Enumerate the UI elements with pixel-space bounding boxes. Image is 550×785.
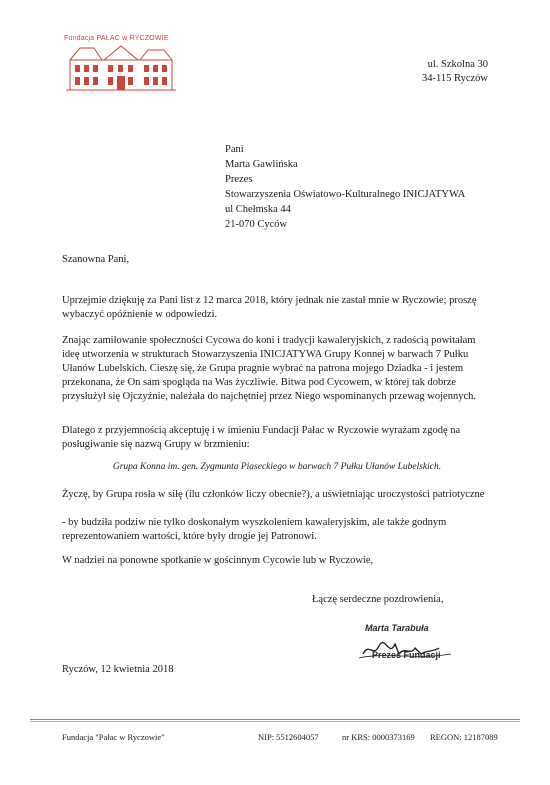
footer-divider <box>30 719 520 720</box>
paragraph-3: Dlatego z przyjemnością akceptuję i w imieniu Fundacji Pałac w Ryczowie wyrażam zgodę na posługiwanie się nazwą Grupy w brzmieniu: <box>62 425 461 450</box>
paragraph-4: Życzę, by Grupa rosła w siłę (ilu członków liczy obecnie?), a uświetniając uroczystości patriotyczne <box>62 489 485 500</box>
paragraph-5: - by budziła podziw nie tylko doskonałym wyszkoleniem kawaleryjskim, ale także godnym reprezentowaniem wartości, które były drogie jej Patronowi. <box>62 517 447 542</box>
closing: Łączę serdeczne pozdrowienia, <box>312 594 444 605</box>
signature-name: Marta Tarabuła <box>365 623 429 633</box>
recipient-street: ul Chełmska 44 <box>225 204 291 215</box>
recipient-city: 21-070 Cyców <box>225 219 288 230</box>
recipient-name: Marta Gawlińska <box>225 159 298 170</box>
sender-street: ul. Szkolna 30 <box>427 59 488 70</box>
footer-regon: REGON: 12187089 <box>430 732 498 742</box>
palace-logo <box>62 36 180 96</box>
recipient-position: Prezes <box>225 174 253 185</box>
footer-nip: NIP: 5512604057 <box>258 732 319 742</box>
footer-krs: nr KRS: 0000373169 <box>342 732 415 742</box>
paragraph-2: Znając zamiłowanie społeczności Cycowa do koni i tradycji kawaleryjskich, z radością powitałam ideę utworzenia w strukturach Stowarzyszenia INICJATYWA Grupy Konnej w barwach 7 Pułku Ułanów Lubelskich. Cieszę się, że Grupa pragnie wybrać na patrona mojego Dziadka - i jestem przekonana, że On sam spogląda na Was życzliwie. Bitwa pod Cycowem, w której tak dobrze przysłużył się Ojczyźnie, należała do najchętniej przez Niego wspominanych przewag wojennych. <box>62 335 477 402</box>
group-name: Grupa Konna im. gen. Zygmunta Piaseckiego w barwach 7 Pułku Ułanów Lubelskich. <box>112 462 442 472</box>
recipient-organization: Stowarzyszenia Oświatowo-Kulturalnego INICJATYWA <box>225 189 466 200</box>
footer-divider-secondary <box>30 721 520 722</box>
sender-address <box>422 58 488 86</box>
sender-city: 34-115 Ryczów <box>422 73 488 84</box>
paragraph-1: Uprzejmie dziękuję za Pani list z 12 marca 2018, który jednak nie zastał mnie w Ryczowie; proszę wybaczyć opóźnienie w odpowiedzi. <box>62 295 477 320</box>
footer-organization: Fundacja "Pałac w Ryczowie" <box>62 732 165 742</box>
signature-role: Prezes Fundacji <box>372 650 441 660</box>
paragraph-6: W nadziei na ponowne spotkanie w gościnnym Cycowie lub w Ryczowie, <box>62 555 374 566</box>
place-date: Ryczów, 12 kwietnia 2018 <box>62 664 174 675</box>
logo-caption: Fundacja PAŁAC w RYCZOWIE <box>64 35 169 42</box>
recipient-title: Pani <box>225 144 244 155</box>
recipient-block <box>225 142 465 232</box>
salutation: Szanowna Pani, <box>62 254 130 265</box>
